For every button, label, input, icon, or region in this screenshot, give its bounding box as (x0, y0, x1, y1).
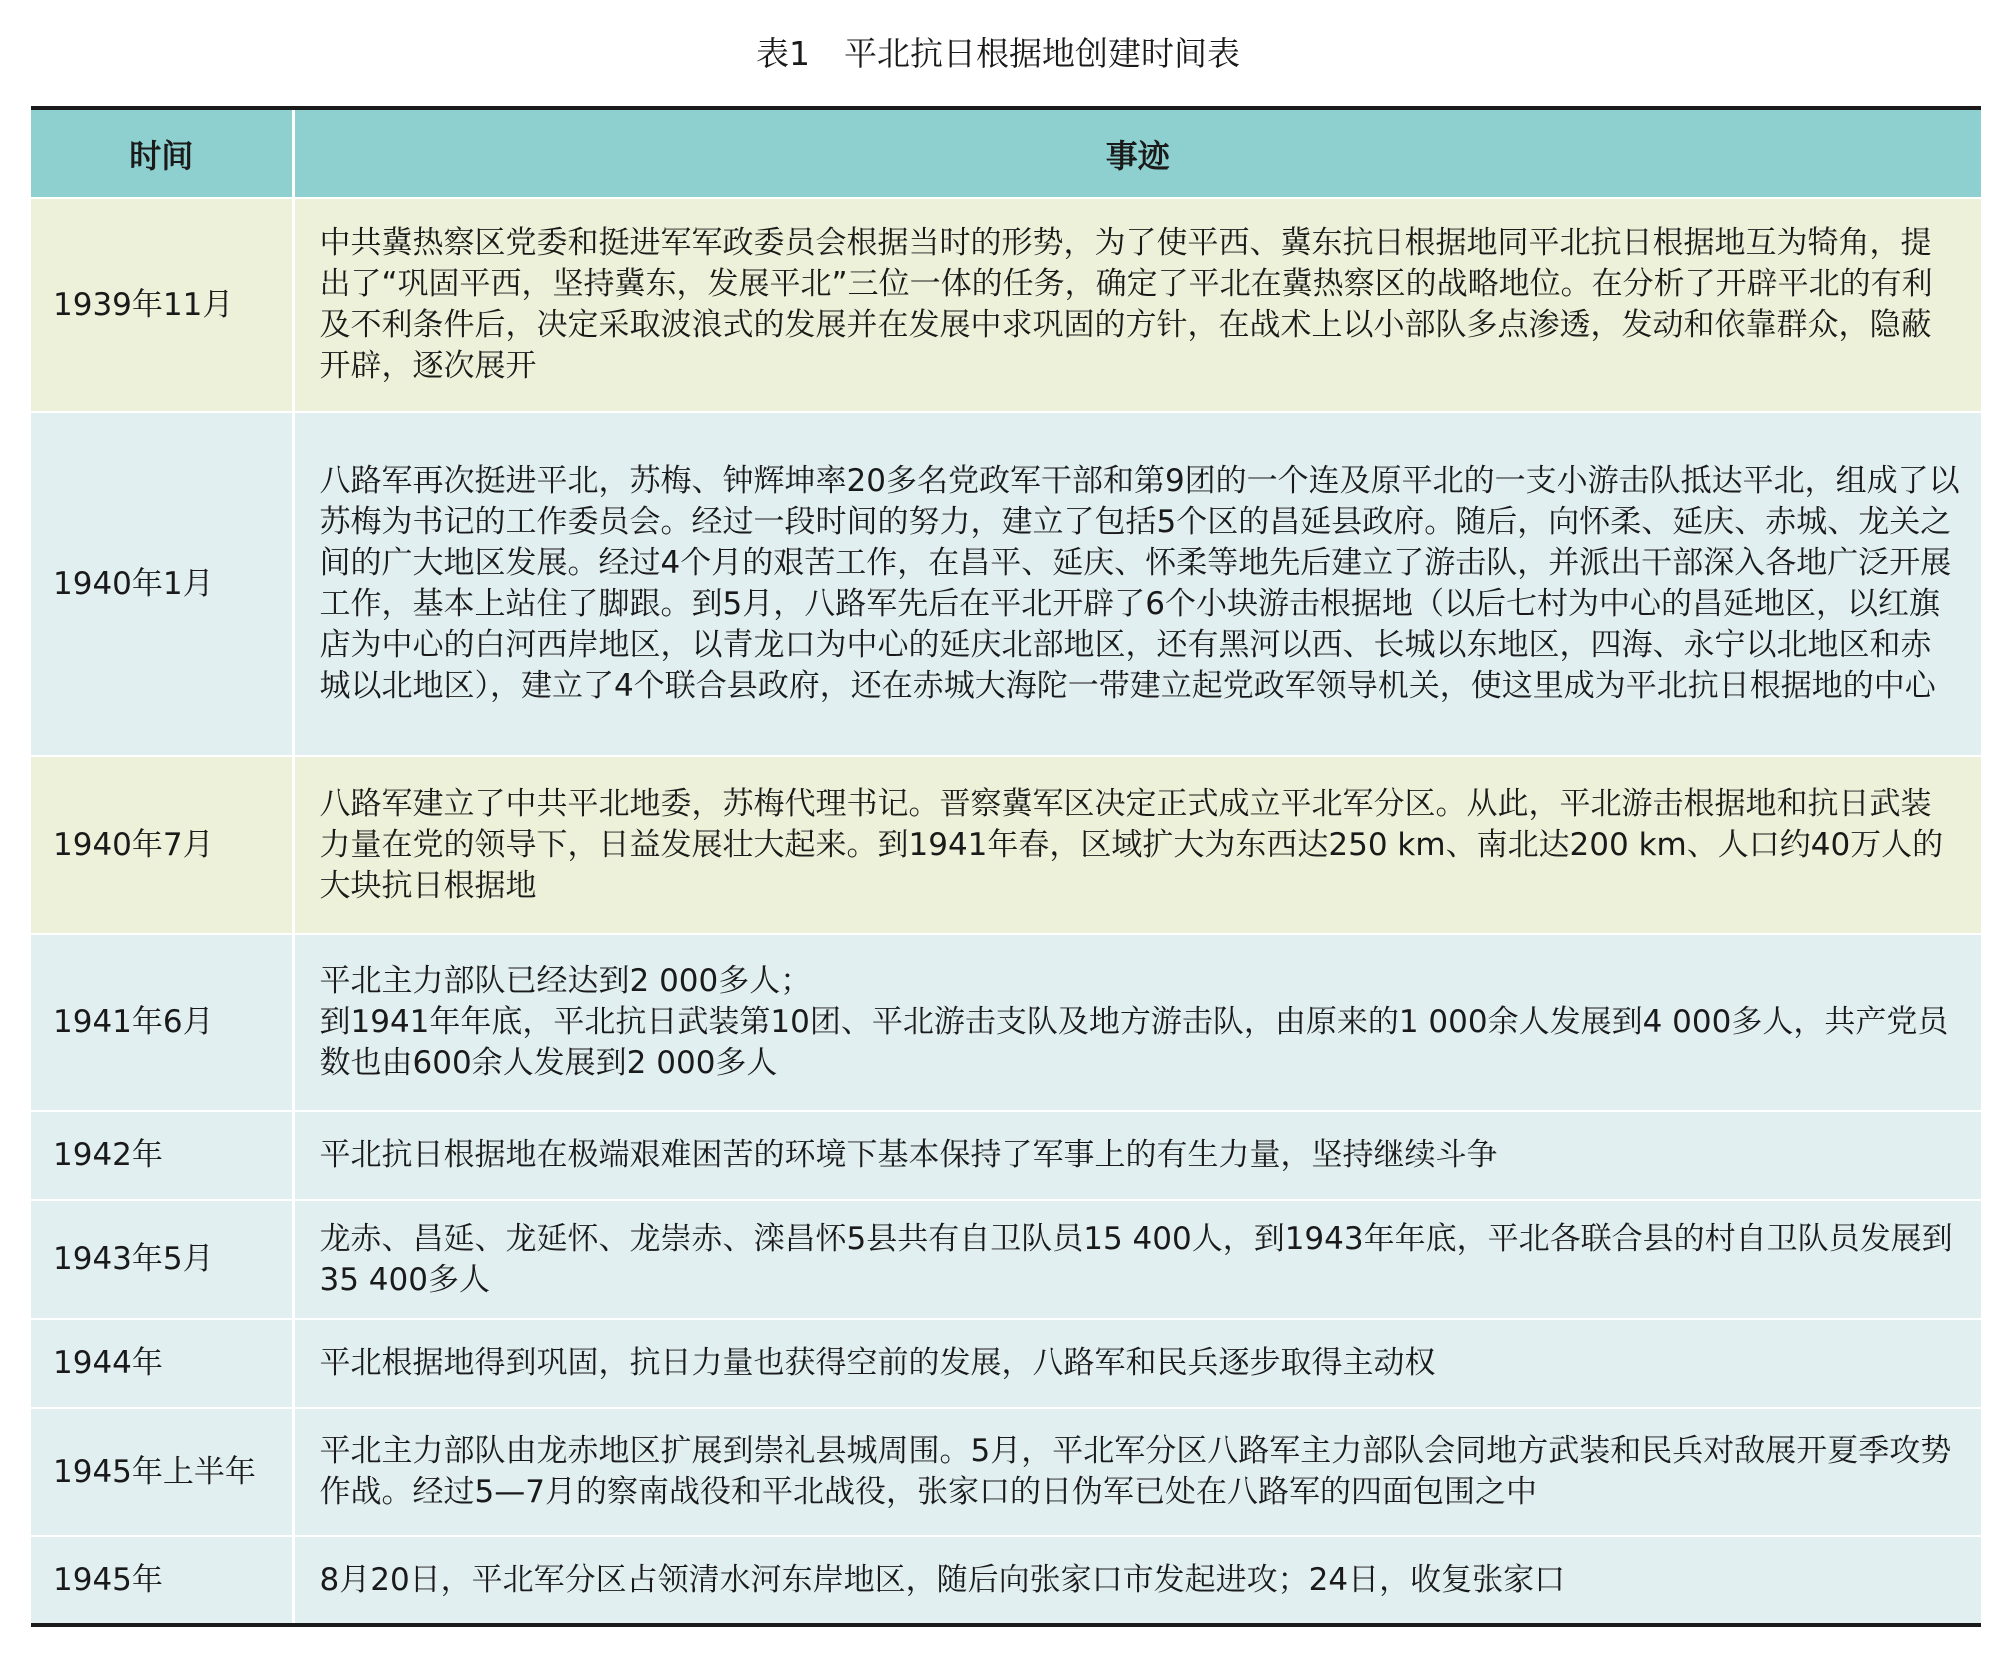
event-cell (293, 934, 1981, 1111)
table-row (31, 1111, 1981, 1200)
event-cell: 平北主力部队由龙赤地区扩展到崇礼县城周围。5月，平北军分区八路军主力部队会同地方武装和民兵对敌展开夏季攻势作战。经过5—7月的察南战役和平北战役，张家口的日伪军已处在八路军的四面包围之中 (293, 1408, 1981, 1536)
table-row (31, 1408, 1981, 1536)
event-cell: 8月20日，平北军分区占领清水河东岸地区，随后向张家口市发起进攻；24日，收复张家口 (293, 1536, 1981, 1625)
time-cell: 1941年6月 (31, 934, 293, 1111)
table-row (31, 1200, 1981, 1319)
table-row (31, 198, 1981, 412)
table-row (31, 756, 1981, 934)
timeline-table (31, 106, 1981, 1627)
table-row (31, 1536, 1981, 1625)
table-row (31, 412, 1981, 756)
table-caption (0, 30, 1996, 78)
time-cell: 1942年 (31, 1111, 293, 1200)
event-cell: 龙赤、昌延、龙延怀、龙崇赤、滦昌怀5县共有自卫队员15 400人，到1943年年底，平北各联合县的村自卫队员发展到35 400多人 (293, 1200, 1981, 1319)
time-cell: 1943年5月 (31, 1200, 293, 1319)
time-cell: 1939年11月 (31, 198, 293, 412)
header-time: 时间 (31, 108, 293, 198)
table-row (31, 1319, 1981, 1408)
header-row (31, 108, 1981, 198)
time-cell: 1940年7月 (31, 756, 293, 934)
event-cell: 八路军再次挺进平北，苏梅、钟辉坤率20多名党政军干部和第9团的一个连及原平北的一支小游击队抵达平北，组成了以苏梅为书记的工作委员会。经过一段时间的努力，建立了包括5个区的昌延县政府。随后，向怀柔、延庆、赤城、龙关之间的广大地区发展。经过4个月的艰苦工作，在昌平、延庆、怀柔等地先后建立了游击队，并派出干部深入各地广泛开展工作，基本上站住了脚跟。到5月，八路军先后在平北开辟了6个小块游击根据地（以后七村为中心的昌延地区，以红旗店为中心的白河西岸地区，以青龙口为中心的延庆北部地区，还有黑河以西、长城以东地区，四海、永宁以北地区和赤城以北地区），建立了4个联合县政府，还在赤城大海陀一带建立起党政军领导机关，使这里成为平北抗日根据地的中心 (293, 412, 1981, 756)
header-event: 事迹 (293, 108, 1981, 198)
event-cell: 平北抗日根据地在极端艰难困苦的环境下基本保持了军事上的有生力量，坚持继续斗争 (293, 1111, 1981, 1200)
time-cell: 1944年 (31, 1319, 293, 1408)
event-cell: 平北根据地得到巩固，抗日力量也获得空前的发展，八路军和民兵逐步取得主动权 (293, 1319, 1981, 1408)
time-cell: 1940年1月 (31, 412, 293, 756)
event-line: 平北主力部队已经达到2 000多人； (319, 963, 812, 999)
event-cell: 中共冀热察区党委和挺进军军政委员会根据当时的形势，为了使平西、冀东抗日根据地同平北抗日根据地互为犄角，提出了“巩固平西，坚持冀东，发展平北”三位一体的任务，确定了平北在冀热察区的战略地位。在分析了开辟平北的有利及不利条件后，决定采取波浪式的发展并在发展中求巩固的方针，在战术上以小部队多点渗透，发动和依靠群众，隐蔽开辟，逐次展开 (293, 198, 1981, 412)
table-row (31, 934, 1981, 1111)
caption-title: 平北抗日根据地创建时间表 (844, 34, 1240, 73)
time-cell: 1945年上半年 (31, 1408, 293, 1536)
time-cell: 1945年 (31, 1536, 293, 1625)
event-cell: 八路军建立了中共平北地委，苏梅代理书记。晋察冀军区决定正式成立平北军分区。从此，平北游击根据地和抗日武装力量在党的领导下，日益发展壮大起来。到1941年春，区域扩大为东西达250 km、南北达200 km、人口约40万人的大块抗日根据地 (293, 756, 1981, 934)
event-line: 到1941年年底，平北抗日武装第10团、平北游击支队及地方游击队，由原来的1 000余人发展到4 000多人，共产党员数也由600余人发展到2 000多人 (319, 1004, 1949, 1081)
caption-number: 表1 (756, 34, 810, 73)
